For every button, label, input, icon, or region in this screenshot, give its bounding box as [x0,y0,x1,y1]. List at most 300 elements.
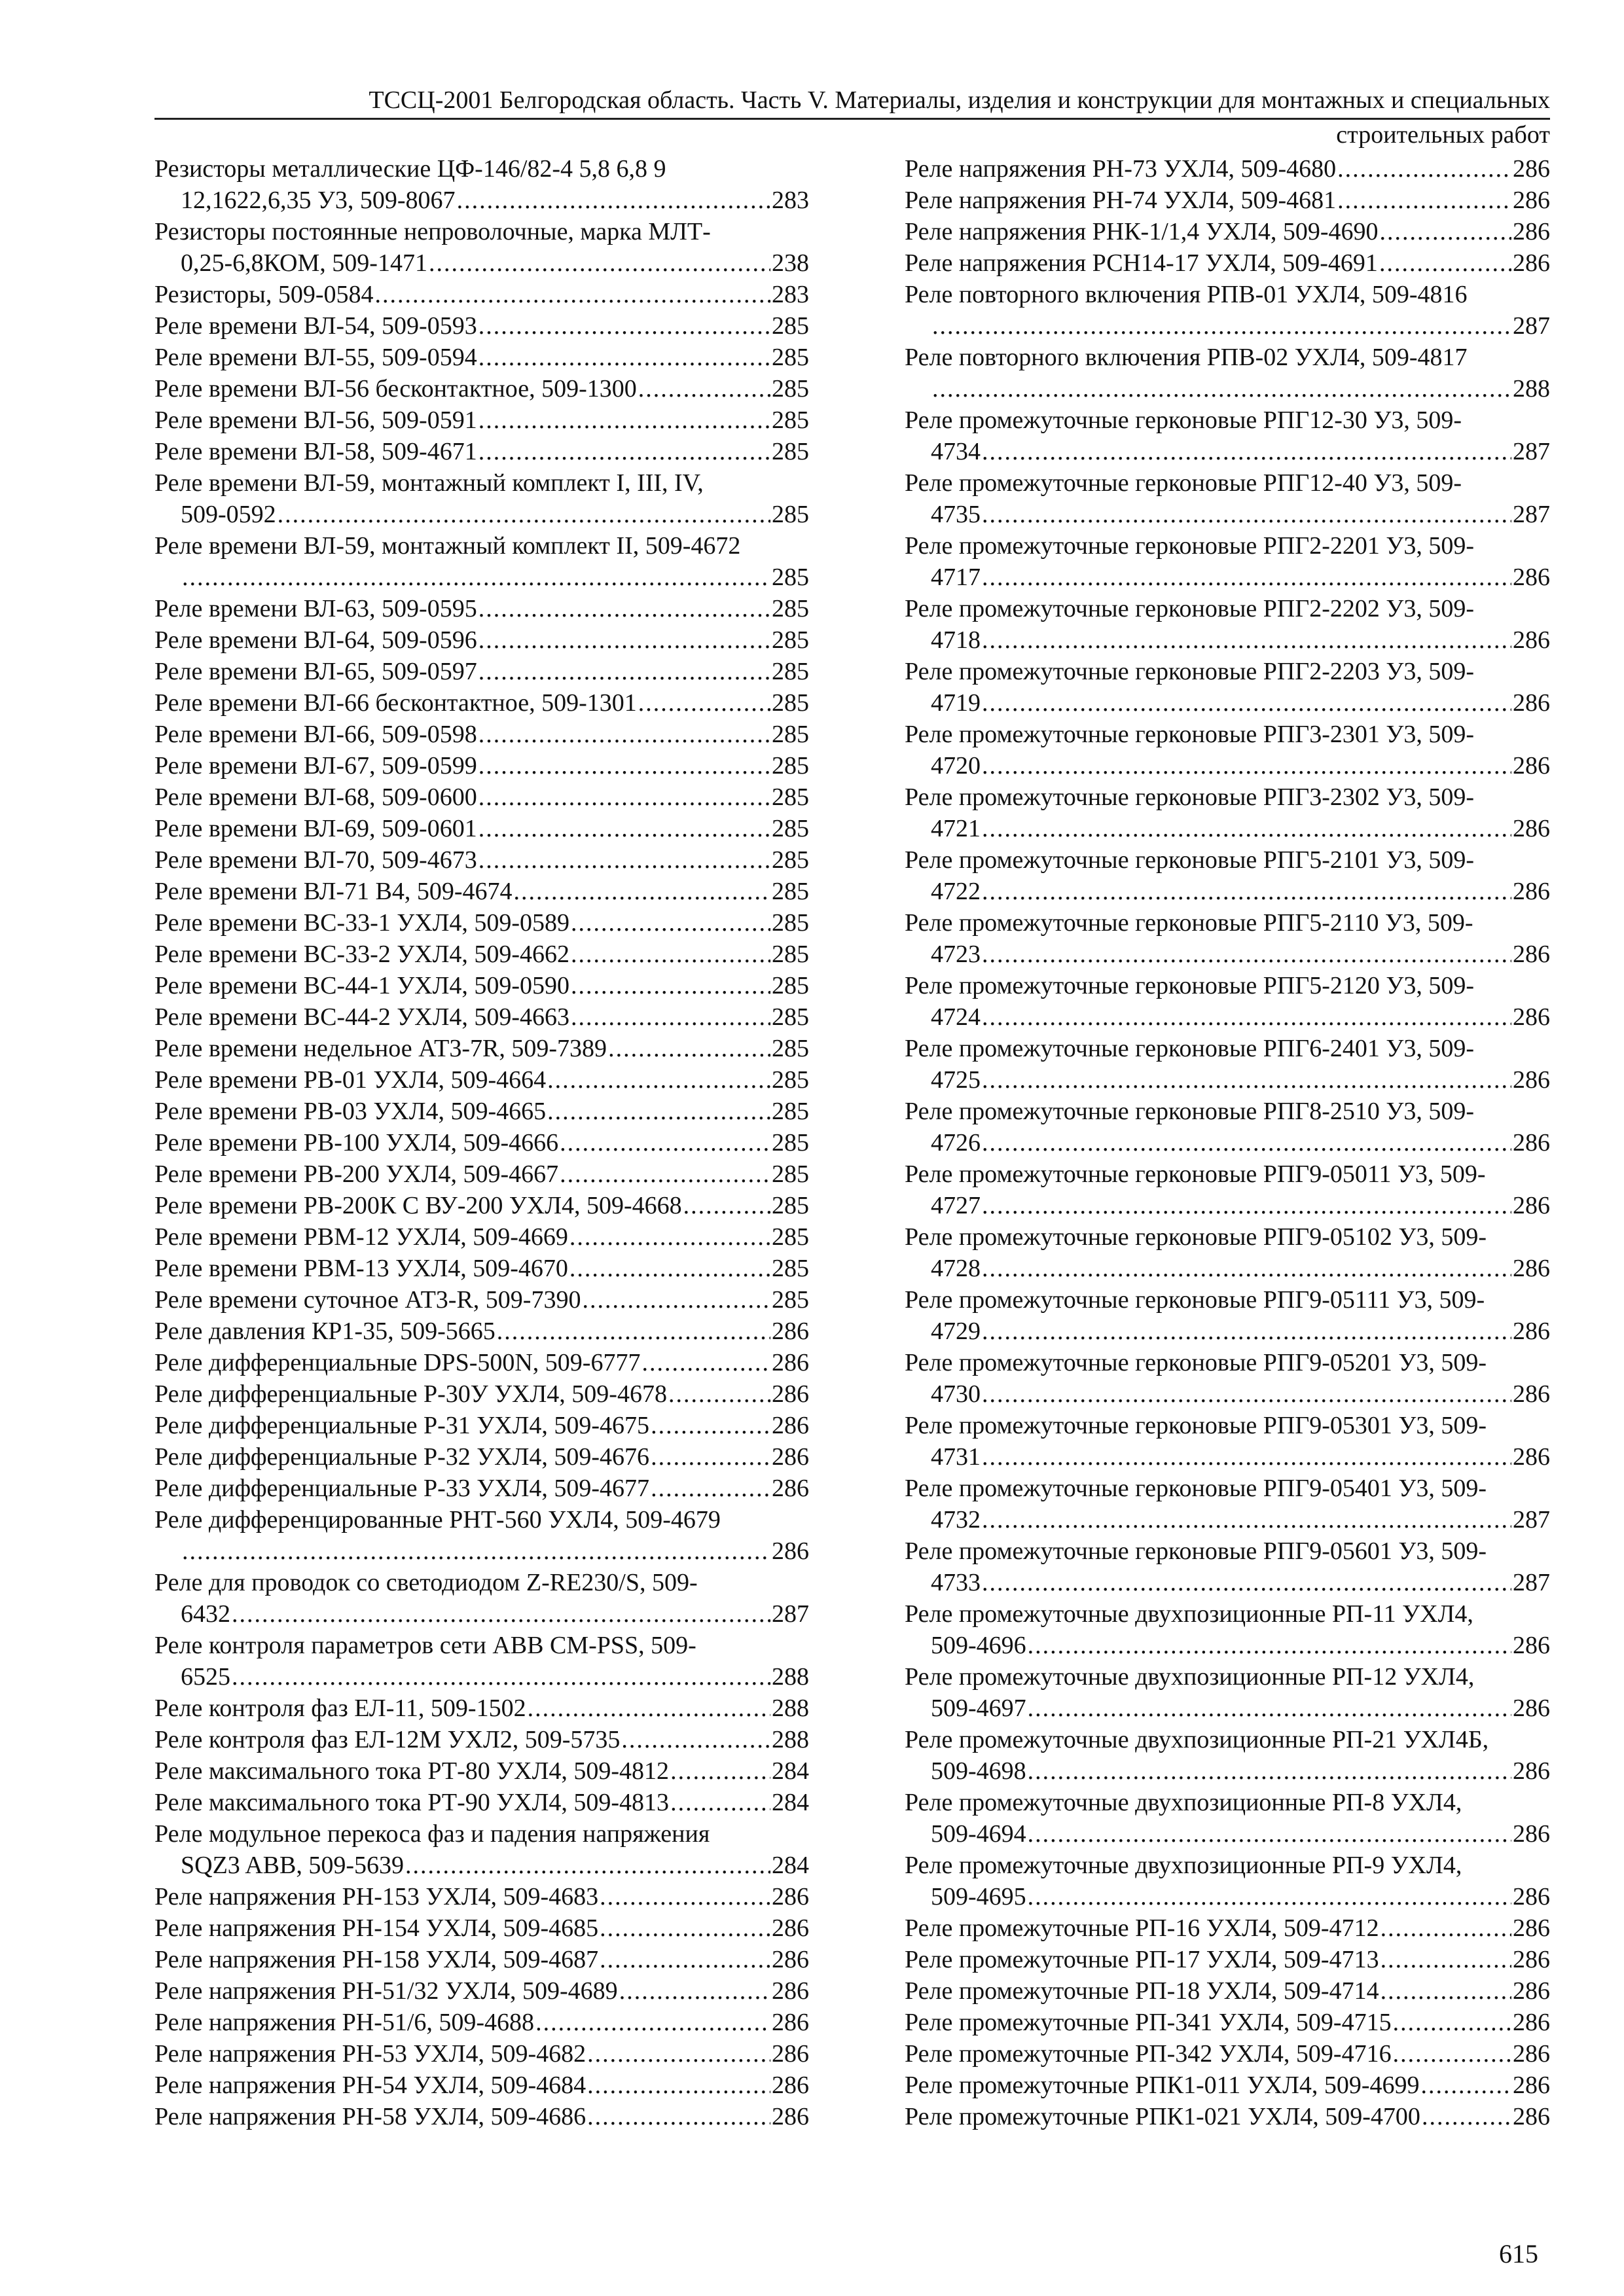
entry-page-ref: 285 [772,406,809,434]
entry-title-continuation: 4721 [931,815,981,842]
entry-page-ref: 286 [772,2072,809,2099]
entry-title: Реле промежуточные герконовые РПГ12-40 У3, 509- [905,469,1462,497]
entry-leader-row [905,436,1550,467]
entry-page-ref: 286 [772,1977,809,2005]
entry-title: Реле промежуточные герконовые РПГ9-05301 У3, 509- [905,1412,1487,1439]
entry-leader-row [905,1912,1550,1944]
dot-leader [571,939,770,970]
entry-page-ref: 286 [1513,1977,1550,2005]
entry-page-ref: 285 [772,1286,809,1314]
index-entry [905,1284,1550,1347]
index-column-left [154,153,809,2132]
entry-title-continuation: 4723 [931,941,981,968]
entry-page-ref: 285 [772,878,809,905]
index-entry [154,153,809,216]
index-entry [154,1378,809,1410]
index-entry [905,185,1550,216]
entry-page-ref: 286 [1513,815,1550,842]
dot-leader [982,939,1511,970]
index-column-right [905,153,1550,2132]
entry-page-ref: 286 [1513,1757,1550,1785]
index-entry [905,1944,1550,1975]
dot-leader [982,750,1511,781]
index-entry [905,247,1550,279]
dot-leader [1379,247,1511,279]
index-entry [905,1850,1550,1912]
index-entry [154,1316,809,1347]
entry-leader-row [154,1535,809,1567]
entry-title: Реле промежуточные герконовые РПГ3-2301 У3, 509- [905,721,1474,748]
entry-leader-row [905,2101,1550,2132]
entry-page-ref: 287 [1513,501,1550,528]
entry-page-ref: 286 [772,1475,809,1502]
dot-leader [1028,1755,1511,1787]
index-entry [905,216,1550,247]
entry-leader-row [154,593,809,624]
entry-leader-row [905,1881,1550,1912]
entry-leader-row [154,719,809,750]
entry-title: Реле времени ВС-44-2 УХЛ4, 509-4663 [154,1003,569,1031]
dot-leader [670,1787,770,1818]
dot-leader [982,1567,1511,1598]
dot-leader [478,404,770,436]
entry-title: Реле напряжения РН-154 УХЛ4, 509-4685 [154,1914,599,1942]
entry-title: Реле для проводок со светодиодом Z-RE230/S, 509- [154,1569,698,1596]
entry-title: Реле промежуточные герконовые РПГ9-05011 У3, 509- [905,1160,1486,1188]
entry-title: Реле промежуточные герконовые РПГ12-30 У3, 509- [905,406,1462,434]
entry-page-ref: 284 [772,1757,809,1785]
entry-title: Реле напряжения РН-73 УХЛ4, 509-4680 [905,155,1337,183]
dot-leader [982,1504,1511,1535]
index-entry [154,1190,809,1221]
entry-title: Реле промежуточные герконовые РПГ5-2110 У3, 509- [905,909,1473,937]
index-entry [905,467,1550,530]
entry-page-ref: 285 [772,626,809,654]
entry-title: Реле дифференциальные DPS-500N, 509-6777 [154,1349,641,1376]
entry-leader-row [154,185,809,216]
index-entry [154,687,809,719]
index-entry [154,593,809,624]
entry-title: Реле времени ВЛ-63, 509-0595 [154,595,477,622]
index-entry [905,844,1550,907]
index-entry [154,1001,809,1033]
entry-leader-row [154,373,809,404]
entry-leader-row [905,1190,1550,1221]
index-entry [154,310,809,342]
index-entry [154,1064,809,1096]
entry-title-continuation: 4728 [931,1255,981,1282]
entry-page-ref: 285 [772,1098,809,1125]
entry-title-continuation: 4720 [931,752,981,780]
dot-leader [651,1473,770,1504]
entry-page-ref: 285 [772,1003,809,1031]
index-entry [154,939,809,970]
entry-title: Реле промежуточные герконовые РПГ9-05401 У3, 509- [905,1475,1487,1502]
header-title-continuation: строительных работ [1336,121,1550,149]
entry-page-ref: 285 [772,564,809,591]
dot-leader [668,1378,770,1410]
dot-leader [1337,185,1511,216]
entry-leader-row [905,876,1550,907]
entry-page-ref: 286 [1513,2072,1550,2099]
entry-leader-row [154,436,809,467]
entry-page-ref: 285 [772,312,809,340]
entry-leader-row [154,562,809,593]
index-entry [154,1693,809,1724]
entry-leader-row [905,185,1550,216]
dot-leader [528,1693,770,1724]
dot-leader [638,687,770,719]
entry-leader-row [154,1441,809,1473]
dot-leader [1380,1944,1511,1975]
dot-leader [608,1033,770,1064]
page-number: 615 [1499,2239,1538,2269]
entry-title: Реле промежуточные герконовые РПГ2-2203 У3, 509- [905,658,1474,685]
entry-title: Реле повторного включения РПВ-02 УХЛ4, 509-4817 [905,344,1468,371]
entry-title: Реле времени ВЛ-54, 509-0593 [154,312,477,340]
entry-title: Реле времени ВЛ-59, монтажный комплект II, 509-4672 [154,532,741,560]
dot-leader [478,624,770,656]
entry-title: Реле дифференциальные Р-33 УХЛ4, 509-4677 [154,1475,650,1502]
index-entry [154,436,809,467]
dot-leader [478,781,770,813]
entry-title: Реле промежуточные двухпозиционные РП-11 УХЛ4, [905,1600,1473,1628]
entry-title: Реле контроля фаз ЕЛ-11, 509-1502 [154,1695,526,1722]
entry-leader-row [154,939,809,970]
index-entry [905,1473,1550,1535]
entry-page-ref: 286 [772,1946,809,1973]
entry-page-ref: 287 [1513,438,1550,465]
dot-leader [569,1253,770,1284]
entry-page-ref: 285 [772,689,809,717]
entry-title: Реле времени ВЛ-56, 509-0591 [154,406,477,434]
index-entry [154,1473,809,1504]
entry-leader-row [154,1912,809,1944]
entry-title-continuation: 509-4695 [931,1883,1026,1910]
entry-page-ref: 286 [1513,878,1550,905]
entry-page-ref: 285 [772,375,809,403]
index-entry [154,719,809,750]
entry-page-ref: 286 [772,2040,809,2068]
dot-leader [982,1441,1511,1473]
entry-page-ref: 286 [1513,1192,1550,1219]
entry-leader-row [905,1504,1550,1535]
dot-leader [497,1316,770,1347]
dot-leader [1422,2101,1511,2132]
entry-page-ref: 285 [772,721,809,748]
entry-page-ref: 286 [772,1883,809,1910]
entry-title: Реле промежуточные герконовые РПГ9-05601 У3, 509- [905,1537,1487,1565]
index-entry [905,404,1550,467]
index-entry [905,1410,1550,1473]
index-entry [154,1724,809,1755]
index-entry [154,624,809,656]
dot-leader [560,1158,770,1190]
entry-leader-row [905,1567,1550,1598]
index-entry [154,1912,809,1944]
entry-page-ref: 286 [1513,1318,1550,1345]
entry-page-ref: 287 [772,1600,809,1628]
entry-page-ref: 284 [772,1789,809,1816]
entry-title: Реле промежуточные герконовые РПГ2-2201 У3, 509- [905,532,1474,560]
index-entry [905,1158,1550,1221]
entry-page-ref: 285 [772,815,809,842]
entry-leader-row [154,1724,809,1755]
running-header [154,84,1550,150]
index-entry [905,2101,1550,2132]
dot-leader [982,1064,1511,1096]
entry-page-ref: 285 [772,658,809,685]
entry-leader-row [154,1473,809,1504]
index-entry [905,907,1550,970]
dot-leader [478,436,770,467]
index-entry [905,2038,1550,2070]
index-entry [154,1755,809,1787]
index-entry [905,342,1550,404]
dot-leader [1028,1881,1511,1912]
index-entry [905,781,1550,844]
entry-page-ref: 286 [1513,1820,1550,1848]
entry-title: Реле контроля фаз ЕЛ-12М УХЛ2, 509-5735 [154,1726,621,1753]
entry-leader-row [154,1944,809,1975]
index-entry [154,1221,809,1253]
dot-leader [982,1001,1511,1033]
dot-leader [478,813,770,844]
entry-title: Реле промежуточные герконовые РПГ9-05201 У3, 509- [905,1349,1487,1376]
index-entry [154,1818,809,1881]
entry-leader-row [905,1755,1550,1787]
index-entry [154,781,809,813]
entry-leader-row [154,1347,809,1378]
entry-page-ref: 238 [772,249,809,277]
entry-leader-row [905,216,1550,247]
entry-title: Реле промежуточные РП-17 УХЛ4, 509-4713 [905,1946,1379,1973]
entry-title: Реле дифференциальные Р-30У УХЛ4, 509-4678 [154,1380,667,1408]
entry-page-ref: 286 [1513,155,1550,183]
entry-leader-row [154,1410,809,1441]
dot-leader [182,562,770,593]
entry-page-ref: 285 [772,1223,809,1251]
entry-page-ref: 286 [1513,187,1550,214]
dot-leader [547,1096,770,1127]
index-entry [154,813,809,844]
entry-leader-row [154,1033,809,1064]
entry-title: Реле времени ВЛ-66 бесконтактное, 509-1301 [154,689,637,717]
index-entry [154,1944,809,1975]
entry-leader-row [154,1755,809,1787]
dot-leader [982,687,1511,719]
index-entry [154,656,809,687]
entry-title: Реле промежуточные герконовые РПГ3-2302 У3, 509- [905,783,1474,811]
entry-leader-row [905,499,1550,530]
entry-page-ref: 285 [772,1035,809,1062]
entry-title: Реле дифференцированные РНТ-560 УХЛ4, 509-4679 [154,1506,721,1534]
entry-title: Реле времени ВЛ-71 В4, 509-4674 [154,878,513,905]
entry-title: Реле времени ВЛ-69, 509-0601 [154,815,477,842]
dot-leader [571,1001,770,1033]
entry-page-ref: 286 [1513,2103,1550,2130]
entry-page-ref: 287 [1513,1506,1550,1534]
entry-title: Реле контроля параметров сети ABB CM-PSS, 509- [154,1632,696,1659]
entry-title: Реле напряжения РН-54 УХЛ4, 509-4684 [154,2072,586,2099]
index-entry [154,530,809,593]
entry-title: Резисторы постоянные непроволочные, марка МЛТ- [154,218,711,245]
entry-leader-row [154,687,809,719]
entry-title: Реле времени РВ-100 УХЛ4, 509-4666 [154,1129,559,1157]
entry-leader-row [154,404,809,436]
dot-leader [547,1064,770,1096]
dot-leader [182,1535,770,1567]
index-entry [905,1033,1550,1096]
dot-leader [514,876,770,907]
index-entry [905,1096,1550,1158]
entry-page-ref: 286 [772,1412,809,1439]
index-entry [905,153,1550,185]
entry-page-ref: 286 [772,1537,809,1565]
entry-title-continuation: 4730 [931,1380,981,1408]
entry-title-continuation: 509-4698 [931,1757,1026,1785]
entry-leader-row [905,1378,1550,1410]
entry-leader-row [154,1127,809,1158]
entry-leader-row [154,1064,809,1096]
index-entry [154,216,809,279]
dot-leader [1337,153,1511,185]
entry-title-continuation: 4719 [931,689,981,717]
entry-title: Реле промежуточные РП-16 УХЛ4, 509-4712 [905,1914,1379,1942]
dot-leader [478,844,770,876]
entry-page-ref: 286 [772,2103,809,2130]
entry-title: Реле времени РВМ-13 УХЛ4, 509-4670 [154,1255,568,1282]
entry-title: Реле напряжения РСН14-17 УХЛ4, 509-4691 [905,249,1378,277]
index-entry [154,2101,809,2132]
dot-leader [232,1661,770,1693]
index-entry [154,467,809,530]
index-entry [154,1253,809,1284]
dot-leader [600,1881,770,1912]
index-entry [154,1096,809,1127]
entry-page-ref: 286 [1513,689,1550,717]
entry-title: Реле времени суточное АТ3-R, 509-7390 [154,1286,581,1314]
entry-leader-row [905,1316,1550,1347]
index-entry [154,876,809,907]
entry-leader-row [154,310,809,342]
entry-title: Реле напряжения РНК-1/1,4 УХЛ4, 509-4690 [905,218,1379,245]
index-entry [154,844,809,876]
entry-title: Реле времени ВЛ-68, 509-0600 [154,783,477,811]
entry-title: Реле промежуточные РП-342 УХЛ4, 509-4716 [905,2040,1392,2068]
entry-leader-row [154,970,809,1001]
header-title-line: ТССЦ-2001 Белгородская область. Часть V. Материалы, изделия и конструкции для монтажных и специальных [154,84,1550,120]
dot-leader [651,1410,770,1441]
entry-title-continuation: 509-0592 [181,501,276,528]
entry-leader-row [905,1001,1550,1033]
entry-title: Реле времени РВ-01 УХЛ4, 509-4664 [154,1066,547,1094]
entry-leader-row [905,310,1550,342]
entry-page-ref: 286 [1513,1632,1550,1659]
entry-title: Резисторы металлические ЦФ-146/82-4 5,8 6,8 9 [154,155,666,183]
dot-leader [1393,2038,1511,2070]
entry-leader-row [154,1284,809,1316]
entry-leader-row [154,1253,809,1284]
entry-leader-row [154,1221,809,1253]
entry-page-ref: 286 [1513,1946,1550,1973]
entry-leader-row [154,907,809,939]
dot-leader [1028,1630,1511,1661]
entry-title: Реле промежуточные герконовые РПГ2-2202 У3, 509- [905,595,1474,622]
entry-title: Реле промежуточные двухпозиционные РП-8 УХЛ4, [905,1789,1462,1816]
entry-title: Реле напряжения РН-51/6, 509-4688 [154,2009,535,2036]
entry-leader-row [154,1096,809,1127]
dot-leader [1028,1818,1511,1850]
dot-leader [600,1912,770,1944]
entry-page-ref: 285 [772,909,809,937]
entry-leader-row [905,624,1550,656]
dot-leader [619,1975,770,2007]
entry-title: Реле времени ВЛ-56 бесконтактное, 509-1300 [154,375,637,403]
dot-leader [478,593,770,624]
index-entry [905,2070,1550,2101]
dot-leader [982,1127,1511,1158]
index-entry [154,279,809,310]
dot-leader [982,436,1511,467]
entry-leader-row [154,781,809,813]
entry-title: Реле времени ВЛ-65, 509-0597 [154,658,477,685]
index-entry [154,970,809,1001]
entry-page-ref: 286 [1513,2009,1550,2036]
entry-leader-row [154,1316,809,1347]
entry-title: Реле промежуточные герконовые РПГ8-2510 У3, 509- [905,1098,1474,1125]
entry-title: Реле промежуточные РПК1-011 УХЛ4, 509-4699 [905,2072,1420,2099]
index-entry [154,1441,809,1473]
dot-leader [982,624,1511,656]
index-entry [154,2070,809,2101]
entry-leader-row [154,2101,809,2132]
index-entry [154,1347,809,1378]
entry-leader-row [154,750,809,781]
dot-leader [641,1347,770,1378]
entry-leader-row [154,813,809,844]
index-entry [905,656,1550,719]
index-entry [154,373,809,404]
entry-leader-row [154,1693,809,1724]
entry-title: Реле времени ВЛ-58, 509-4671 [154,438,477,465]
entry-page-ref: 286 [1513,1255,1550,1282]
index-entry [154,1881,809,1912]
entry-page-ref: 283 [772,281,809,308]
entry-title: Реле модульное перекоса фаз и падения напряжения [154,1820,710,1848]
entry-page-ref: 285 [772,1255,809,1282]
index-entry [154,1787,809,1818]
entry-title: Реле напряжения РН-58 УХЛ4, 509-4686 [154,2103,586,2130]
dot-leader [582,1284,770,1316]
entry-title: Реле времени ВС-33-2 УХЛ4, 509-4662 [154,941,569,968]
entry-leader-row [905,750,1550,781]
index-entry [905,1347,1550,1410]
entry-title: Реле промежуточные герконовые РПГ5-2120 У3, 509- [905,972,1474,999]
entry-title: Реле максимального тока РТ-80 УХЛ4, 509-4812 [154,1757,670,1785]
index-entry [905,1724,1550,1787]
index-entry [905,1598,1550,1661]
entry-page-ref: 288 [772,1663,809,1691]
entry-page-ref: 286 [1513,1380,1550,1408]
entry-title-continuation: 4718 [931,626,981,654]
entry-title: Реле промежуточные герконовые РПГ9-05111 У3, 509- [905,1286,1485,1314]
dot-leader [232,1598,770,1630]
entry-leader-row [905,939,1550,970]
index-entry [905,1535,1550,1598]
dot-leader [932,310,1511,342]
index-entry [154,1127,809,1158]
